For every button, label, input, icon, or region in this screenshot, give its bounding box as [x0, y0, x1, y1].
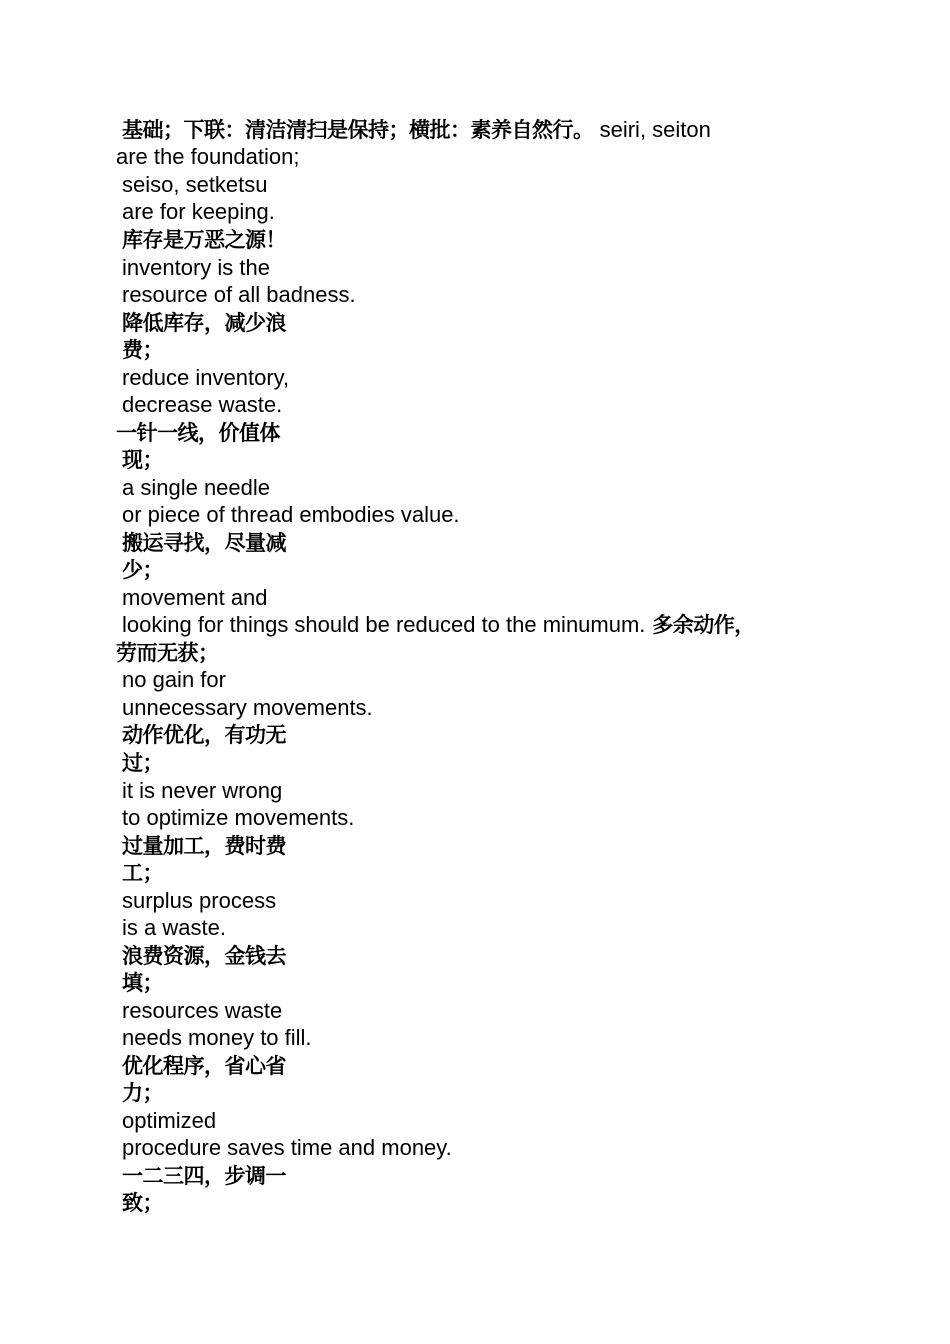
line-23: 动作优化，有功无 — [122, 723, 286, 747]
line-2: are the foundation; — [116, 144, 300, 169]
line-12: 一针一线，价值体 — [116, 421, 280, 445]
line-31: 浪费资源，金钱去 — [122, 944, 286, 968]
line-38: procedure saves time and money. — [122, 1135, 452, 1160]
line-8: 降低库存，减少浪 — [122, 311, 286, 335]
line-5: 库存是万恶之源！ — [122, 228, 286, 252]
line-11: decrease waste. — [122, 392, 283, 417]
line-30: is a waste. — [122, 915, 226, 940]
line-36: 力； — [122, 1081, 163, 1105]
line-20: 劳而无获； — [116, 641, 219, 665]
line-18: movement and — [122, 585, 268, 610]
line-13: 现； — [122, 448, 163, 472]
line-14: a single needle — [122, 475, 271, 500]
line-29: surplus process — [122, 888, 277, 913]
line-19: looking for things should be reduced to the minumum. 多余动作， — [122, 612, 755, 637]
line-25: it is never wrong — [122, 778, 283, 803]
line-9: 费； — [122, 338, 163, 362]
line-32: 填； — [122, 971, 163, 995]
line-6: inventory is the — [122, 255, 270, 280]
line-15: or piece of thread embodies value. — [122, 502, 460, 527]
line-24: 过； — [122, 751, 163, 775]
line-35: 优化程序，省心省 — [122, 1054, 286, 1078]
line-26: to optimize movements. — [122, 805, 355, 830]
line-37: optimized — [122, 1108, 217, 1133]
line-1-en: seiri, seiton — [593, 117, 711, 142]
line-39: 一二三四，步调一 — [122, 1164, 286, 1188]
line-27: 过量加工，费时费 — [122, 834, 286, 858]
line-22: unnecessary movements. — [122, 695, 373, 720]
line-21: no gain for — [122, 667, 226, 692]
line-28: 工； — [122, 861, 163, 885]
line-33: resources waste — [122, 998, 283, 1023]
line-10: reduce inventory, — [122, 365, 290, 390]
line-17: 少； — [122, 558, 163, 582]
line-19-zh: 多余动作， — [645, 613, 755, 637]
line-34: needs money to fill. — [122, 1025, 312, 1050]
line-1 — [122, 117, 711, 143]
line-1-zh: 基础；下联：清洁清扫是保持；横批：素养自然行。 — [122, 118, 594, 142]
line-7: resource of all badness. — [122, 282, 356, 307]
line-16: 搬运寻找，尽量减 — [122, 531, 286, 555]
line-40: 致； — [122, 1191, 163, 1215]
line-4: are for keeping. — [122, 199, 275, 224]
line-3: seiso, setketsu — [122, 172, 268, 197]
